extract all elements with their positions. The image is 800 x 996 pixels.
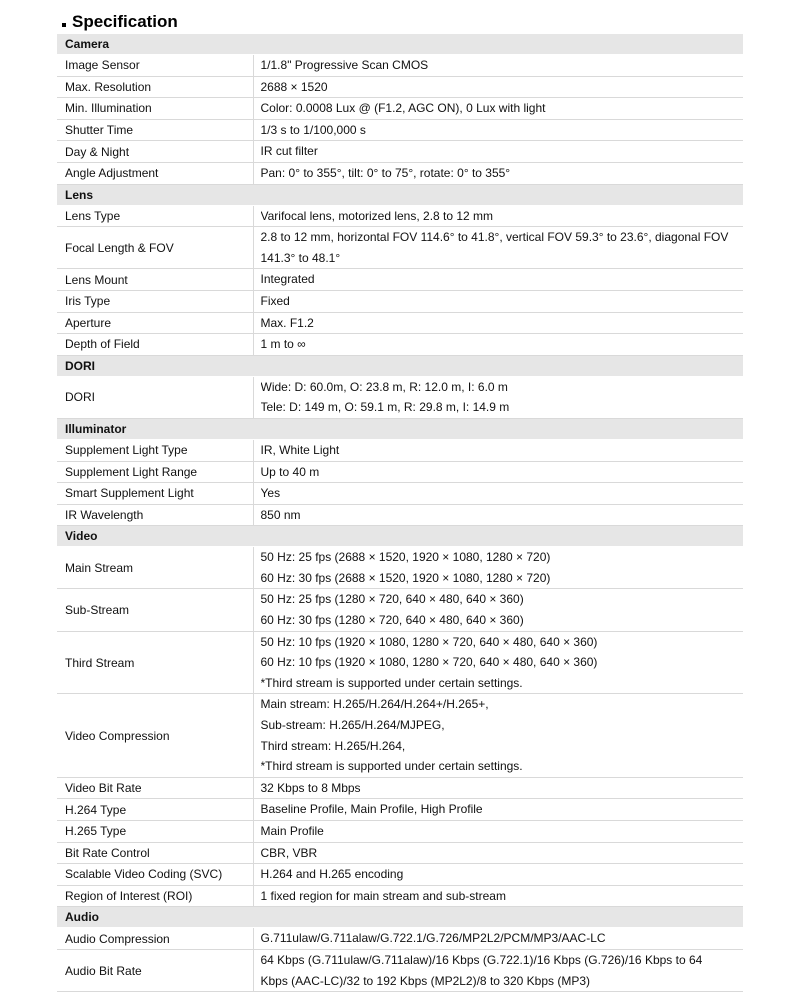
- spec-label: Region of Interest (ROI): [65, 889, 193, 904]
- spec-value-line: Third stream: H.265/H.264,: [260, 738, 406, 753]
- spec-label-cell: [57, 864, 253, 886]
- spec-value-cell: [253, 141, 743, 163]
- spec-value-line: 1 fixed region for main stream and sub-stream: [260, 888, 506, 903]
- spec-label-cell: [57, 376, 253, 418]
- spec-row: [57, 205, 743, 227]
- spec-label: Sub-Stream: [65, 603, 130, 618]
- spec-row: [57, 376, 743, 418]
- spec-value-line: 64 Kbps (G.711ulaw/G.711alaw)/16 Kbps (G.722.1)/16 Kbps (G.726)/16 Kbps to 64: [260, 952, 703, 967]
- spec-value-line: Yes: [260, 486, 281, 501]
- spec-label-cell: [57, 821, 253, 843]
- section-header: Lens: [57, 184, 743, 205]
- spec-row: [57, 312, 743, 334]
- spec-value-cell: [253, 694, 743, 777]
- page-title-text: Specification: [72, 12, 178, 31]
- spec-value-line: CBR, VBR: [260, 845, 318, 860]
- spec-row: [57, 842, 743, 864]
- section-header: Video: [57, 526, 743, 547]
- spec-value-line: 60 Hz: 10 fps (1920 × 1080, 1280 × 720, 640 × 480, 640 × 360): [260, 655, 598, 670]
- spec-label-cell: [57, 547, 253, 589]
- section-header-row: [57, 526, 743, 547]
- spec-value-cell: [253, 376, 743, 418]
- spec-row: [57, 461, 743, 483]
- spec-value-cell: [253, 312, 743, 334]
- spec-row: [57, 885, 743, 907]
- spec-label: Supplement Light Type: [65, 443, 188, 458]
- spec-label-cell: [57, 949, 253, 991]
- spec-label-cell: [57, 55, 253, 77]
- spec-label-cell: [57, 141, 253, 163]
- spec-label-cell: [57, 227, 253, 269]
- spec-value-line: 2.8 to 12 mm, horizontal FOV 114.6° to 41.8°, vertical FOV 59.3° to 23.6°, diagonal FOV: [260, 230, 729, 245]
- spec-value-cell: [253, 777, 743, 799]
- spec-value-line: Wide: D: 60.0m, O: 23.8 m, R: 12.0 m, I: 6.0 m: [260, 379, 508, 394]
- spec-row: [57, 227, 743, 269]
- section-header: DORI: [57, 355, 743, 376]
- spec-value-cell: [253, 162, 743, 184]
- spec-label-cell: [57, 483, 253, 505]
- spec-value-line: Integrated: [260, 272, 315, 287]
- spec-label-cell: [57, 777, 253, 799]
- spec-value-cell: [253, 119, 743, 141]
- spec-row: [57, 55, 743, 77]
- section-header-row: [57, 34, 743, 55]
- section-header-row: [57, 355, 743, 376]
- spec-label: IR Wavelength: [65, 507, 144, 522]
- spec-value-line: 2688 × 1520: [260, 79, 328, 94]
- spec-value-cell: [253, 483, 743, 505]
- section-header-row: [57, 418, 743, 439]
- spec-value-line: 141.3° to 48.1°: [260, 250, 341, 265]
- spec-value-line: 50 Hz: 25 fps (2688 × 1520, 1920 × 1080, 1280 × 720): [260, 550, 551, 565]
- spec-label-cell: [57, 842, 253, 864]
- spec-value-cell: [253, 439, 743, 461]
- spec-value-line: 50 Hz: 25 fps (1280 × 720, 640 × 480, 640 × 360): [260, 592, 524, 607]
- spec-sheet: [57, 0, 743, 992]
- spec-label-cell: [57, 205, 253, 227]
- spec-label: Day & Night: [65, 144, 130, 159]
- spec-row: [57, 864, 743, 886]
- spec-label: Max. Resolution: [65, 79, 152, 94]
- spec-value-cell: [253, 821, 743, 843]
- spec-value-cell: [253, 799, 743, 821]
- spec-value-line: 850 nm: [260, 507, 301, 522]
- spec-value-line: Color: 0.0008 Lux @ (F1.2, AGC ON), 0 Lux with light: [260, 101, 546, 116]
- spec-label: Third Stream: [65, 655, 135, 670]
- page-title: [57, 0, 743, 34]
- spec-label-cell: [57, 589, 253, 631]
- spec-label-cell: [57, 312, 253, 334]
- spec-row: [57, 631, 743, 694]
- spec-value-line: 50 Hz: 10 fps (1920 × 1080, 1280 × 720, 640 × 480, 640 × 360): [260, 634, 598, 649]
- spec-label: Focal Length & FOV: [65, 240, 174, 255]
- section-header: Camera: [57, 34, 743, 55]
- spec-value-line: Tele: D: 149 m, O: 59.1 m, R: 29.8 m, I: 14.9 m: [260, 400, 510, 415]
- spec-label: Supplement Light Range: [65, 464, 198, 479]
- section-header-row: [57, 907, 743, 928]
- spec-label-cell: [57, 119, 253, 141]
- spec-label: H.265 Type: [65, 824, 127, 839]
- spec-table-body: [57, 34, 743, 992]
- spec-label: Min. Illumination: [65, 101, 152, 116]
- spec-label: Bit Rate Control: [65, 845, 150, 860]
- section-header-row: [57, 184, 743, 205]
- spec-label: Shutter Time: [65, 123, 134, 138]
- spec-value-line: *Third stream is supported under certain settings.: [260, 675, 523, 690]
- section-header: Illuminator: [57, 418, 743, 439]
- spec-value-cell: [253, 269, 743, 291]
- spec-label-cell: [57, 461, 253, 483]
- spec-label: Lens Type: [65, 208, 121, 223]
- square-bullet-icon: [62, 23, 66, 27]
- spec-row: [57, 799, 743, 821]
- spec-value-cell: [253, 589, 743, 631]
- spec-row: [57, 269, 743, 291]
- spec-value-line: Fixed: [260, 293, 290, 308]
- spec-value-cell: [253, 205, 743, 227]
- spec-row: [57, 439, 743, 461]
- spec-value-line: G.711ulaw/G.711alaw/G.722.1/G.726/MP2L2/PCM/MP3/AAC-LC: [260, 931, 606, 946]
- spec-value-cell: [253, 461, 743, 483]
- spec-value-line: Pan: 0° to 355°, tilt: 0° to 75°, rotate: 0° to 355°: [260, 165, 511, 180]
- spec-label: Image Sensor: [65, 58, 140, 73]
- spec-label: Depth of Field: [65, 337, 140, 352]
- spec-row: [57, 928, 743, 950]
- spec-label: Scalable Video Coding (SVC): [65, 867, 223, 882]
- spec-value-line: 60 Hz: 30 fps (2688 × 1520, 1920 × 1080, 1280 × 720): [260, 570, 551, 585]
- spec-label: Aperture: [65, 315, 112, 330]
- spec-value-cell: [253, 631, 743, 694]
- spec-value-line: 60 Hz: 30 fps (1280 × 720, 640 × 480, 640 × 360): [260, 613, 524, 628]
- spec-value-cell: [253, 334, 743, 356]
- spec-row: [57, 76, 743, 98]
- spec-label-cell: [57, 928, 253, 950]
- spec-value-line: *Third stream is supported under certain settings.: [260, 759, 523, 774]
- spec-value-cell: [253, 949, 743, 991]
- spec-label-cell: [57, 799, 253, 821]
- spec-value-line: 32 Kbps to 8 Mbps: [260, 780, 361, 795]
- spec-value-line: Sub-stream: H.265/H.264/MJPEG,: [260, 718, 445, 733]
- spec-row: [57, 119, 743, 141]
- spec-value-cell: [253, 55, 743, 77]
- spec-value-cell: [253, 504, 743, 526]
- spec-label-cell: [57, 631, 253, 694]
- spec-value-line: Baseline Profile, Main Profile, High Profile: [260, 802, 483, 817]
- spec-label-cell: [57, 694, 253, 777]
- spec-label: H.264 Type: [65, 802, 127, 817]
- spec-label: Audio Compression: [65, 931, 170, 946]
- spec-row: [57, 821, 743, 843]
- spec-value-line: IR, White Light: [260, 442, 340, 457]
- spec-value-cell: [253, 98, 743, 120]
- spec-value-line: IR cut filter: [260, 144, 318, 159]
- spec-row: [57, 547, 743, 589]
- spec-value-line: Kbps (AAC-LC)/32 to 192 Kbps (MP2L2)/8 to 320 Kbps (MP3): [260, 973, 590, 988]
- spec-row: [57, 141, 743, 163]
- spec-row: [57, 777, 743, 799]
- spec-row: [57, 290, 743, 312]
- spec-value-cell: [253, 864, 743, 886]
- spec-value-line: 1/1.8" Progressive Scan CMOS: [260, 58, 429, 72]
- spec-label: Iris Type: [65, 294, 111, 309]
- spec-label-cell: [57, 76, 253, 98]
- spec-label-cell: [57, 504, 253, 526]
- spec-label: Angle Adjustment: [65, 166, 159, 181]
- spec-value-line: H.264 and H.265 encoding: [260, 867, 404, 882]
- spec-label: Main Stream: [65, 560, 134, 575]
- spec-table: [57, 34, 743, 992]
- spec-row: [57, 949, 743, 991]
- spec-row: [57, 483, 743, 505]
- spec-value-cell: [253, 928, 743, 950]
- spec-label-cell: [57, 162, 253, 184]
- spec-value-cell: [253, 885, 743, 907]
- spec-label-cell: [57, 885, 253, 907]
- spec-value-line: 1/3 s to 1/100,000 s: [260, 122, 366, 137]
- spec-row: [57, 504, 743, 526]
- spec-value-cell: [253, 842, 743, 864]
- spec-value-cell: [253, 547, 743, 589]
- spec-row: [57, 98, 743, 120]
- spec-value-line: Varifocal lens, motorized lens, 2.8 to 12 mm: [260, 208, 494, 223]
- spec-label-cell: [57, 98, 253, 120]
- spec-label: Video Bit Rate: [65, 781, 142, 796]
- spec-value-cell: [253, 227, 743, 269]
- spec-row: [57, 589, 743, 631]
- spec-row: [57, 694, 743, 777]
- spec-value-cell: [253, 76, 743, 98]
- spec-value-line: Main stream: H.265/H.264/H.264+/H.265+,: [260, 697, 489, 712]
- spec-label-cell: [57, 290, 253, 312]
- section-header: Audio: [57, 907, 743, 928]
- spec-label: Video Compression: [65, 728, 170, 743]
- spec-row: [57, 162, 743, 184]
- spec-label: Audio Bit Rate: [65, 963, 142, 978]
- spec-label: DORI: [65, 390, 95, 405]
- spec-label-cell: [57, 439, 253, 461]
- spec-row: [57, 334, 743, 356]
- spec-label-cell: [57, 334, 253, 356]
- spec-label: Lens Mount: [65, 272, 128, 287]
- spec-label-cell: [57, 269, 253, 291]
- spec-value-line: 1 m to ∞: [260, 337, 306, 352]
- spec-label: Smart Supplement Light: [65, 486, 194, 501]
- spec-value-line: Max. F1.2: [260, 315, 314, 330]
- spec-value-line: Up to 40 m: [260, 464, 320, 479]
- spec-value-line: Main Profile: [260, 824, 324, 838]
- spec-value-cell: [253, 290, 743, 312]
